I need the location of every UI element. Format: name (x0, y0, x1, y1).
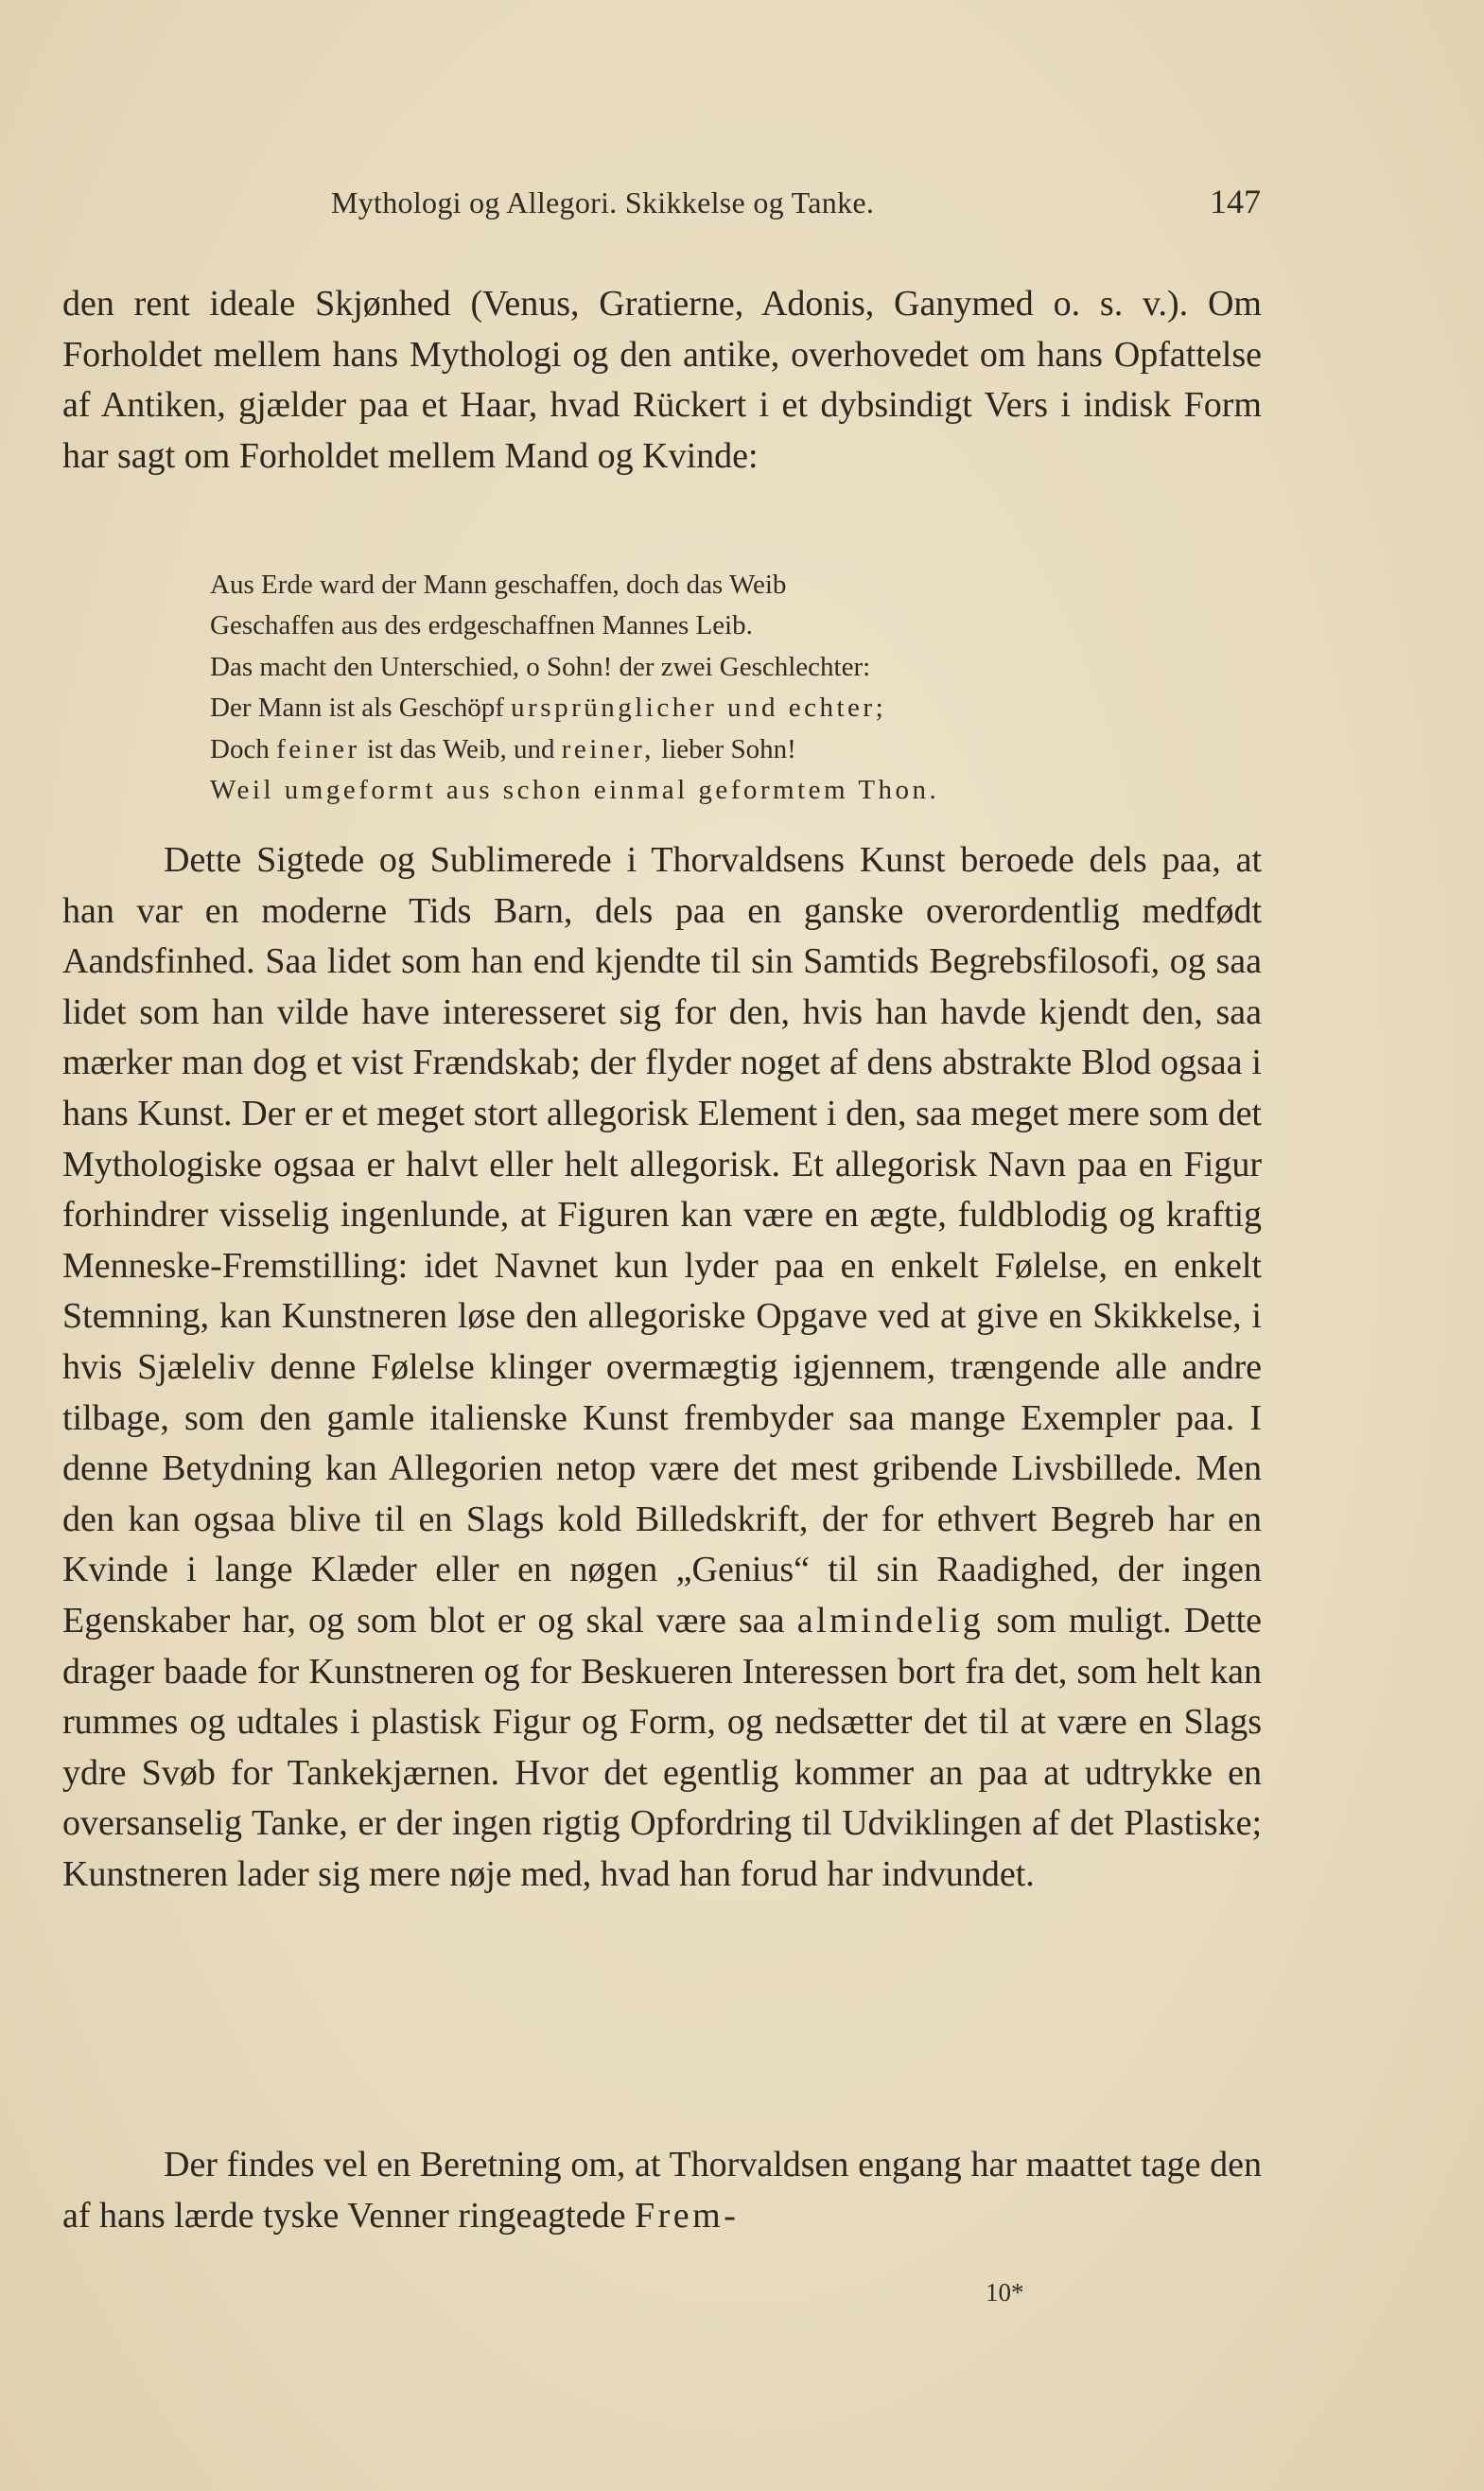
verse-line-5-spaced-1: feiner (276, 733, 360, 764)
paragraph-2-text (62, 835, 1262, 1900)
page-number: 147 (1210, 183, 1261, 220)
verse-line-6: Weil umgeformt aus schon einmal geformtem Thon. (210, 775, 940, 806)
paragraph-2 (62, 835, 1262, 1900)
verse-line-5-text-b: ist das Weib, und (366, 733, 555, 764)
verse-line-4-text: Der Mann ist als Geschöpf (210, 693, 504, 724)
paragraph-1-text: den rent ideale Skjønhed (Venus, Gratierne, Adonis, Ganymed o. s. v.). Om Forholdet mellem hans Mythologi og den antike, overhovedet om hans Opfattelse af Antiken, gjælder paa et Haar, hvad Rückert i et dybsindigt Vers i indisk Form har sagt om Forholdet mellem Mand og Kvinde: (62, 284, 1262, 476)
paragraph-1 (62, 279, 1262, 482)
paragraph-3 (62, 2140, 1262, 2241)
verse-line-5-spaced-2: reiner, (561, 733, 655, 764)
running-title: Mythologi og Allegori. Skikkelse og Tanke. (331, 185, 875, 219)
verse-line-2: Geschaffen aus des erdgeschaffnen Mannes Leib. (210, 610, 753, 641)
verse-line-5-text-c: lieber Sohn! (661, 733, 796, 764)
paragraph-3-text-a: Der findes vel en Beretning om, at Thorvaldsen engang har maattet tage den af hans lærde tyske Venner ringeagtede (62, 2145, 1262, 2236)
paragraph-3-spaced-word: Frem- (634, 2195, 740, 2236)
paragraph-2-spaced-word: almindelig (796, 1600, 985, 1640)
verse-line-5-text-a: Doch (210, 733, 270, 764)
paragraph-3-text (62, 2140, 1262, 2241)
paragraph-2-text-b: som muligt. Dette drager baade for Kunstneren og for Beskueren Interessen bort fra det, som helt kan rummes og udtales i plastisk Figur og Form, og nedsætter det til at være en Slags ydre Svøb for Tankekjærnen. Hvor det egentlig kommer an paa at udtrykke en oversanselig Tanke, er der ingen rigtig Opfordring til Udviklingen af det Plastiske; Kunstneren lader sig mere nøje med, hvad han forud har indvundet. (62, 1600, 1262, 1894)
signature-mark: 10* (986, 2278, 1024, 2307)
verse-quote (210, 565, 1203, 811)
verse-line-4 (210, 688, 1203, 728)
paragraph-2-text-a: Dette Sigtede og Sublimerede i Thorvaldsens Kunst beroede dels paa, at han var en moderne Tids Barn, dels paa en ganske overordentlig medfødt Aandsfinhed. Saa lidet som han end kjendte til sin Samtids Begrebsfilosofi, og saa lidet som han vilde have interesseret sig for den, hvis han havde kjendt den, saa mærker man dog et vist Frændskab; der flyder noget af dens abstrakte Blod ogsaa i hans Kunst. Der er et meget stort allegorisk Element i den, saa meget mere som det Mythologiske ogsaa er halvt eller helt allegorisk. Et allegorisk Navn paa en Figur forhindrer visselig ingenlunde, at Figuren kan være en ægte, fuldblodig og kraftig Menneske-Fremstilling: idet Navnet kun lyder paa en enkelt Følelse, en enkelt Stemning, kan Kunstneren løse den allegoriske Opgave ved at give en Skikkelse, i hvis Sjæleliv denne Følelse klinger overmægtig igjennem, trængende alle andre tilbage, som den gamle italienske Kunst frembyder saa mange Exempler paa. I denne Betydning kan Allegorien netop være det mest gribende Livsbillede. Men den kan ogsaa blive til en Slags kold Billedskrift, der for ethvert Begreb har en Kvinde i lange Klæder eller en nøgen „Genius“ til sin Raadighed, der ingen Egenskaber har, og som blot er og skal være saa (62, 840, 1262, 1640)
running-head (0, 185, 1484, 233)
verse-line-5 (210, 729, 1203, 770)
verse-line-4-spaced: ursprünglicher und echter; (511, 693, 887, 724)
verse-line-1: Aus Erde ward der Mann geschaffen, doch das Weib (210, 570, 787, 600)
verse-line-3: Das macht den Unterschied, o Sohn! der zwei Geschlechter: (210, 651, 871, 682)
